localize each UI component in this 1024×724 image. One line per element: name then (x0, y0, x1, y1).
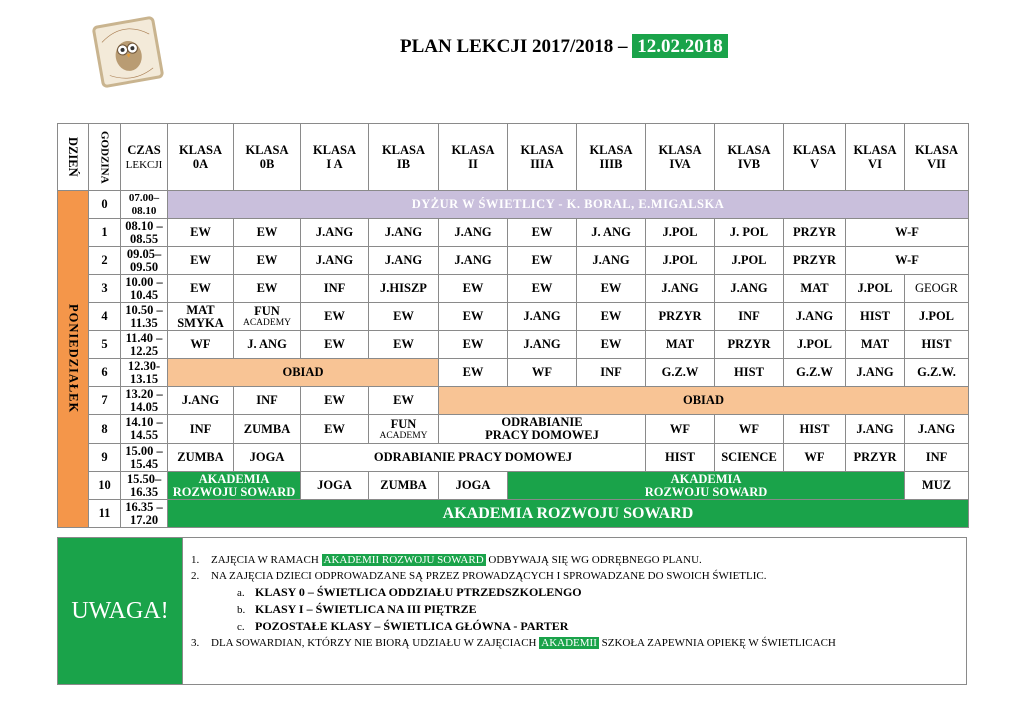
lesson-cell: EW (439, 331, 508, 359)
lesson-cell: EW (439, 303, 508, 331)
header-class: KLASA IB (369, 124, 439, 191)
header-class: KLASA II (439, 124, 508, 191)
lesson-number: 0 (89, 191, 121, 219)
table-row (58, 500, 969, 528)
lesson-cell: EW (168, 219, 234, 247)
lesson-time: 09.05– 09.50 (121, 247, 168, 275)
lesson-cell: J.ANG (784, 303, 846, 331)
lesson-cell: EW (301, 415, 369, 444)
lesson-cell: J.POL (905, 303, 969, 331)
academy-banner: AKADEMIA ROZWOJU SOWARD (168, 500, 969, 528)
table-row (58, 444, 969, 472)
lesson-cell: EW (508, 219, 577, 247)
lesson-cell: J.POL (715, 247, 784, 275)
lesson-time: 15.50– 16.35 (121, 472, 168, 500)
lesson-cell: J.ANG (369, 219, 439, 247)
lesson-cell: MUZ (905, 472, 969, 500)
page-title (400, 36, 728, 58)
title-main: PLAN LEKCJI 2017/2018 – (400, 36, 628, 57)
duty-banner: DYŻUR W ŚWIETLICY - K. BORAL, E.MIGALSKA (168, 191, 969, 219)
lesson-number: 4 (89, 303, 121, 331)
header-class: KLASA VII (905, 124, 969, 191)
lesson-cell: ZUMBA (369, 472, 439, 500)
lesson-cell: INF (715, 303, 784, 331)
lesson-cell: GEOGR (905, 275, 969, 303)
lesson-cell: J. ANG (577, 219, 646, 247)
lesson-cell: J.POL (646, 219, 715, 247)
table-row (58, 247, 969, 275)
lesson-number: 11 (89, 500, 121, 528)
lesson-cell: J.ANG (846, 415, 905, 444)
academy-cell: AKADEMIA ROZWOJU SOWARD (508, 472, 905, 500)
lesson-cell: EW (577, 303, 646, 331)
lesson-time: 10.00 – 10.45 (121, 275, 168, 303)
lesson-cell: EW (439, 359, 508, 387)
lesson-cell: WF (715, 415, 784, 444)
lunch-cell: OBIAD (439, 387, 969, 415)
table-row (58, 472, 969, 500)
lesson-cell: EW (369, 303, 439, 331)
lesson-cell: MAT (646, 331, 715, 359)
lesson-cell: EW (234, 247, 301, 275)
lesson-cell: J.ANG (715, 275, 784, 303)
lesson-cell: FUN ACADEMY (234, 303, 301, 331)
lesson-cell: JOGA (301, 472, 369, 500)
lesson-cell: HIST (784, 415, 846, 444)
table-row (58, 303, 969, 331)
lesson-time: 11.40 – 12.25 (121, 331, 168, 359)
header-class: KLASA IIIB (577, 124, 646, 191)
table-row (58, 415, 969, 444)
lesson-number: 3 (89, 275, 121, 303)
notes-box (57, 537, 967, 685)
lesson-time: 07.00– 08.10 (121, 191, 168, 219)
lesson-cell: EW (234, 275, 301, 303)
header-class: KLASA IIIA (508, 124, 577, 191)
lesson-cell: INF (905, 444, 969, 472)
lesson-cell: HIST (646, 444, 715, 472)
lesson-cell: EW (369, 387, 439, 415)
lesson-cell: J.ANG (439, 247, 508, 275)
lesson-cell: WF (646, 415, 715, 444)
lesson-number: 5 (89, 331, 121, 359)
lesson-cell: J. POL (715, 219, 784, 247)
lesson-cell: J.ANG (369, 247, 439, 275)
lesson-number: 9 (89, 444, 121, 472)
lesson-time: 10.50 – 11.35 (121, 303, 168, 331)
lesson-cell: INF (168, 415, 234, 444)
header-class: KLASA IVB (715, 124, 784, 191)
lesson-cell: J.HISZP (369, 275, 439, 303)
lesson-number: 7 (89, 387, 121, 415)
header-day: DZIEŃ (58, 124, 89, 191)
lesson-cell: J.ANG (846, 359, 905, 387)
lesson-number: 1 (89, 219, 121, 247)
table-row (58, 387, 969, 415)
lesson-number: 8 (89, 415, 121, 444)
lesson-cell: EW (508, 247, 577, 275)
table-row (58, 275, 969, 303)
header-class: KLASA I A (301, 124, 369, 191)
lesson-cell: HIST (715, 359, 784, 387)
header-hour: GODZINA (89, 124, 121, 191)
notes-label: UWAGA! (58, 538, 182, 684)
lesson-cell: WF (508, 359, 577, 387)
lesson-cell: J. ANG (234, 331, 301, 359)
lesson-cell: FUN ACADEMY (369, 415, 439, 444)
header-class: KLASA 0B (234, 124, 301, 191)
lesson-time: 15.00 – 15.45 (121, 444, 168, 472)
table-row (58, 219, 969, 247)
lesson-cell: J.ANG (168, 387, 234, 415)
lesson-cell: W-F (846, 219, 969, 247)
lesson-cell: HIST (905, 331, 969, 359)
lesson-cell: J.ANG (508, 303, 577, 331)
table-row (58, 191, 969, 219)
lesson-time: 13.20 – 14.05 (121, 387, 168, 415)
note-item: 3. DLA SOWARDIAN, KTÓRZY NIE BIORĄ UDZIAŁU W ZAJĘCIACH AKADEMII SZKOŁA ZAPEWNIA OPIEKĘ W ŚWIETLICACH (191, 637, 836, 649)
header-class: KLASA IVA (646, 124, 715, 191)
lesson-cell: EW (301, 303, 369, 331)
note-subitem: a. KLASY 0 – ŚWIETLICA ODDZIAŁU PTRZEDSZKOLENGO (237, 585, 582, 599)
header-row (58, 124, 969, 191)
table-row (58, 359, 969, 387)
lesson-cell: G.Z.W. (905, 359, 969, 387)
lesson-cell: SCIENCE (715, 444, 784, 472)
notes-list (182, 538, 966, 684)
lesson-cell: JOGA (234, 444, 301, 472)
lesson-cell: MAT (846, 331, 905, 359)
lesson-cell: J.POL (646, 247, 715, 275)
lesson-cell: J.ANG (508, 331, 577, 359)
lesson-cell: INF (234, 387, 301, 415)
lesson-number: 10 (89, 472, 121, 500)
lesson-cell: PRZYR (784, 247, 846, 275)
lesson-cell: JOGA (439, 472, 508, 500)
note-subitem: c. POZOSTAŁE KLASY – ŚWIETLICA GŁÓWNA - PARTER (237, 619, 569, 633)
header-class: KLASA V (784, 124, 846, 191)
lesson-cell: W-F (846, 247, 969, 275)
lesson-time: 08.10 – 08.55 (121, 219, 168, 247)
note-item: 2. NA ZAJĘCIA DZIECI ODPROWADZANE SĄ PRZEZ PROWADZĄCYCH I SPROWADZANE DO SWOICH ŚWIETLIC. (191, 570, 767, 582)
note-item: 1. ZAJĘCIA W RAMACH AKADEMII ROZWOJU SOWARD ODBYWAJĄ SIĘ WG ODRĘBNEGO PLANU. (191, 554, 702, 566)
title-date: 12.02.2018 (632, 34, 728, 58)
lesson-cell: EW (301, 331, 369, 359)
table-row (58, 331, 969, 359)
header-time: CZAS LEKCJI (121, 124, 168, 191)
school-logo (92, 16, 164, 88)
lesson-cell: WF (784, 444, 846, 472)
lesson-cell: MAT (784, 275, 846, 303)
lesson-time: 14.10 – 14.55 (121, 415, 168, 444)
lesson-cell: G.Z.W (784, 359, 846, 387)
timetable (57, 123, 969, 528)
lesson-cell: EW (369, 331, 439, 359)
day-label: PONIEDZIAŁEK (58, 191, 89, 528)
lesson-cell: EW (439, 275, 508, 303)
lesson-cell: J.ANG (439, 219, 508, 247)
lesson-cell: INF (577, 359, 646, 387)
lesson-cell: J.ANG (301, 219, 369, 247)
lesson-time: 12.30- 13.15 (121, 359, 168, 387)
lesson-cell: J.POL (784, 331, 846, 359)
homework-cell: ODRABIANIE PRACY DOMOWEJ (439, 415, 646, 444)
lesson-cell: PRZYR (715, 331, 784, 359)
homework-cell: ODRABIANIE PRACY DOMOWEJ (301, 444, 646, 472)
lesson-cell: J.ANG (905, 415, 969, 444)
lesson-cell: J.ANG (301, 247, 369, 275)
lesson-cell: EW (168, 275, 234, 303)
lesson-cell: WF (168, 331, 234, 359)
lesson-cell: EW (508, 275, 577, 303)
lesson-number: 2 (89, 247, 121, 275)
lesson-cell: J.ANG (646, 275, 715, 303)
lesson-cell: MAT SMYKA (168, 303, 234, 331)
lesson-time: 16.35 – 17.20 (121, 500, 168, 528)
academy-cell: AKADEMIA ROZWOJU SOWARD (168, 472, 301, 500)
lesson-cell: PRZYR (784, 219, 846, 247)
lesson-cell: HIST (846, 303, 905, 331)
lesson-cell: INF (301, 275, 369, 303)
lesson-number: 6 (89, 359, 121, 387)
lesson-cell: EW (577, 331, 646, 359)
lesson-cell: J.ANG (577, 247, 646, 275)
lunch-cell: OBIAD (168, 359, 439, 387)
lesson-cell: PRZYR (646, 303, 715, 331)
lesson-cell: G.Z.W (646, 359, 715, 387)
header-class: KLASA VI (846, 124, 905, 191)
lesson-cell: EW (301, 387, 369, 415)
lesson-cell: PRZYR (846, 444, 905, 472)
note-subitem: b. KLASY I – ŚWIETLICA NA III PIĘTRZE (237, 602, 477, 616)
header-class: KLASA 0A (168, 124, 234, 191)
lesson-cell: J.POL (846, 275, 905, 303)
lesson-cell: ZUMBA (168, 444, 234, 472)
lesson-cell: EW (168, 247, 234, 275)
lesson-cell: EW (577, 275, 646, 303)
lesson-cell: ZUMBA (234, 415, 301, 444)
lesson-cell: EW (234, 219, 301, 247)
